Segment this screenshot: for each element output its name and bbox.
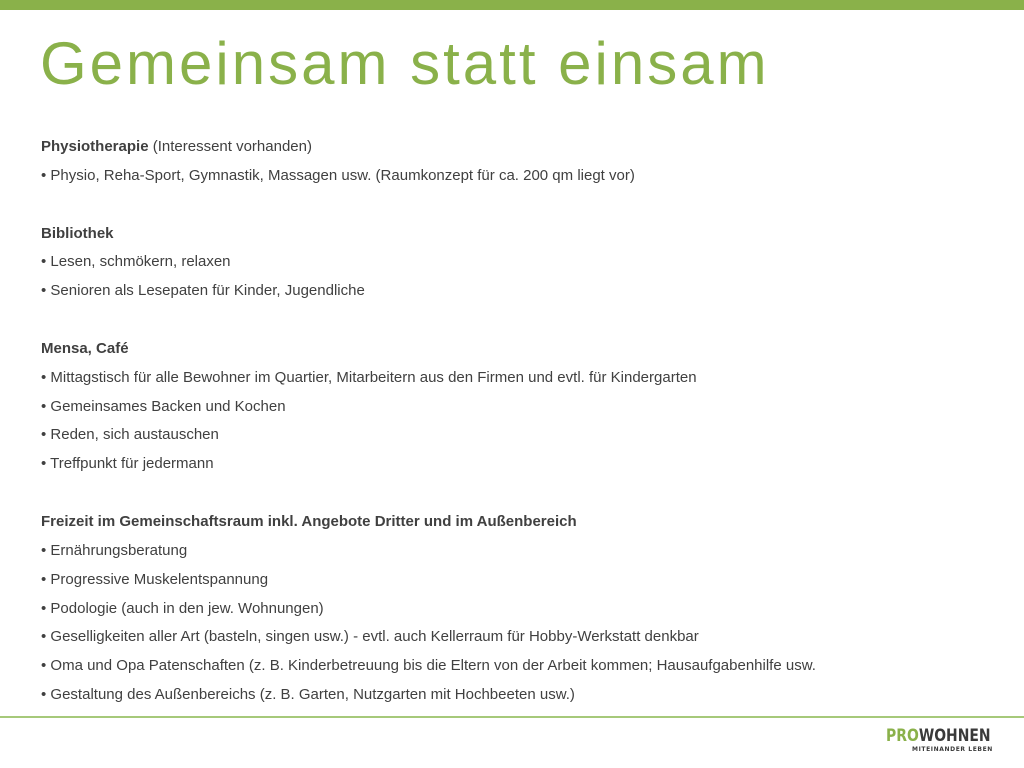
section-heading-title: Bibliothek (41, 224, 114, 242)
slide-content (41, 133, 1001, 710)
bullet-item: • Lesen, schmökern, relaxen (41, 253, 231, 271)
section-heading (41, 508, 1001, 537)
bullet-item: • Physio, Reha-Sport, Gymnastik, Massagen usw. (Raumkonzept für ca. 200 qm liegt vor) (41, 166, 635, 184)
bullet-item: • Reden, sich austauschen (41, 426, 219, 444)
bullet-item: • Gestaltung des Außenbereichs (z. B. Garten, Nutzgarten mit Hochbeeten usw.) (41, 686, 575, 704)
bullet-item: • Progressive Muskelentspannung (41, 570, 269, 588)
logo-part-pro: PRO (886, 726, 919, 746)
section-heading (41, 133, 1001, 162)
bullet-item: • Gemeinsames Backen und Kochen (41, 397, 286, 415)
spacer (41, 306, 1001, 335)
spacer (41, 191, 1001, 220)
bullet-item: • Mittagstisch für alle Bewohner im Quartier, Mitarbeitern aus den Firmen und evtl. für Kindergarten (41, 368, 697, 386)
section-heading-note: (Interessent vorhanden) (148, 138, 312, 155)
logo-part-wohnen: WOHNEN (918, 726, 991, 746)
prowohnen-logo (886, 726, 993, 755)
spacer (41, 479, 1001, 508)
bullet-item: • Ernährungsberatung (41, 541, 188, 559)
section-heading (41, 220, 1001, 249)
bullet-item: • Senioren als Lesepaten für Kinder, Jugendliche (41, 282, 365, 300)
slide-title: Gemeinsam statt einsam (40, 30, 770, 97)
logo-wordmark (886, 726, 991, 746)
section-heading-title: Physiotherapie (41, 138, 149, 155)
top-accent-bar (0, 0, 1024, 10)
logo-tagline: MITEINANDER LEBEN (912, 746, 993, 753)
bullet-item: • Podologie (auch in den jew. Wohnungen) (41, 599, 324, 617)
bullet-item: • Oma und Opa Patenschaften (z. B. Kinderbetreuung bis die Eltern von der Arbeit kommen; Hausaufgabenhilfe usw. (41, 657, 816, 675)
section-heading-title: Mensa, Café (41, 339, 129, 357)
section-heading (41, 335, 1001, 364)
bullet-item: • Treffpunkt für jedermann (41, 455, 214, 473)
bullet-item: • Geselligkeiten aller Art (basteln, singen usw.) - evtl. auch Kellerraum für Hobby-Werkstatt denkbar (41, 628, 699, 646)
section-heading-title: Freizeit im Gemeinschaftsraum inkl. Angebote Dritter und im Außenbereich (41, 512, 577, 530)
footer-divider (0, 716, 1024, 718)
